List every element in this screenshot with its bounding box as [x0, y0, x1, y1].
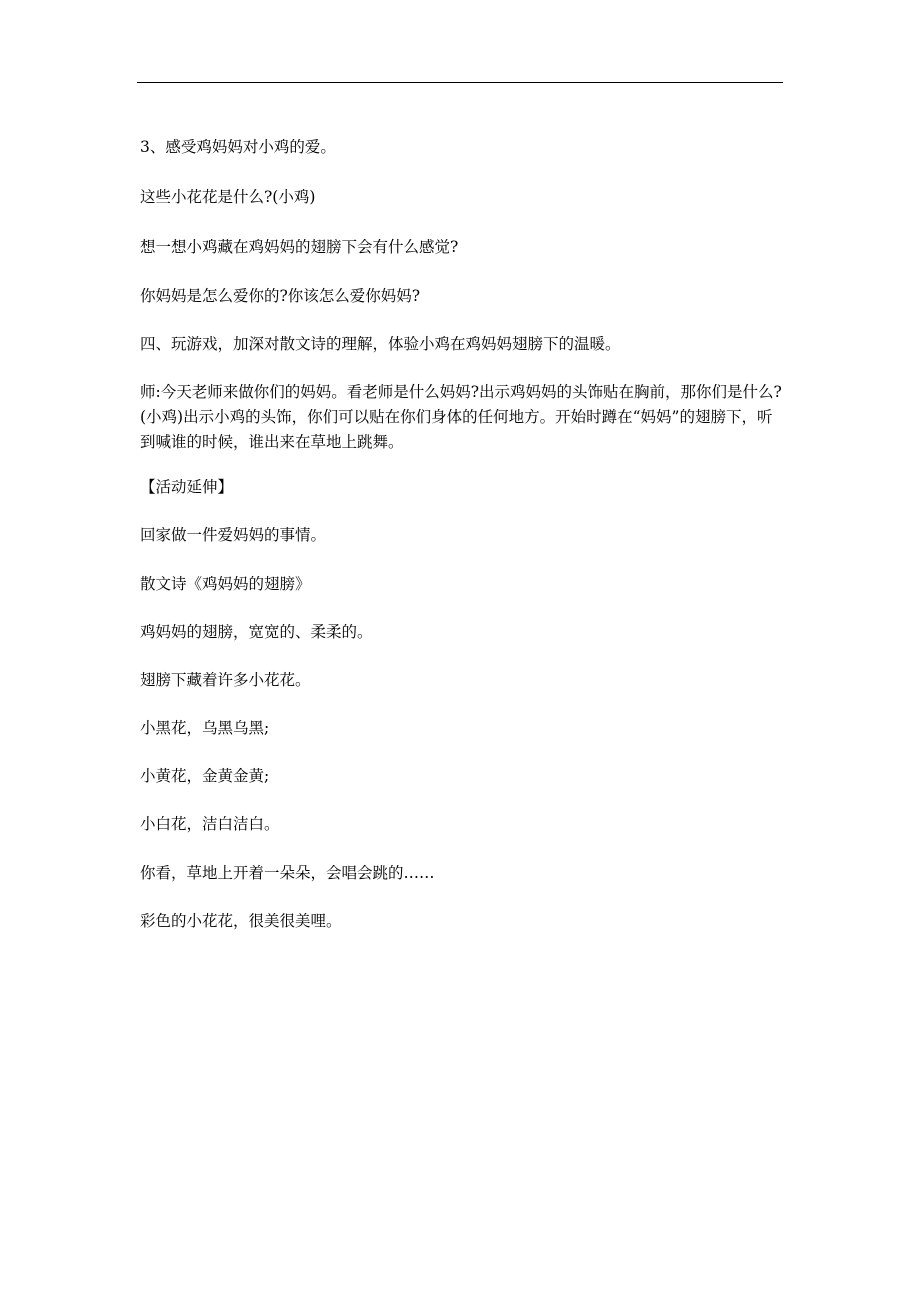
paragraph-question-feeling: 想一想小鸡藏在鸡妈妈的翅膀下会有什么感觉? — [140, 238, 459, 256]
poem-line-1: 鸡妈妈的翅膀，宽宽的、柔柔的。 — [140, 623, 373, 641]
poem-line-3: 小黑花，乌黑乌黑; — [140, 719, 270, 737]
paragraph-section-4-heading: 四、玩游戏，加深对散文诗的理解，体验小鸡在鸡妈妈翅膀下的温暖。 — [140, 335, 621, 353]
paragraph-homework: 回家做一件爱妈妈的事情。 — [140, 526, 327, 544]
paragraph-teacher-instructions: 师:今天老师来做你们的妈妈。看老师是什么妈妈?出示鸡妈妈的头饰贴在胸前，那你们是什么?(小鸡)出示小鸡的头饰，你们可以贴在你们身体的任何地方。开始时蹲在“妈妈”的翅膀下，听到喊谁的时候，谁出来在草地上跳舞。 — [140, 383, 782, 451]
poem-line-4: 小黄花，金黄金黄; — [140, 767, 270, 785]
poem-line-7: 彩色的小花花，很美很美哩。 — [140, 912, 342, 930]
poem-line-5: 小白花，洁白洁白。 — [140, 815, 280, 833]
paragraph-activity-extension-heading: 【活动延伸】 — [140, 478, 234, 496]
poem-title: 散文诗《鸡妈妈的翅膀》 — [140, 575, 311, 593]
paragraph-question-flowers: 这些小花花是什么?(小鸡) — [140, 188, 316, 206]
paragraph-question-love: 你妈妈是怎么爱你的?你该怎么爱你妈妈? — [140, 287, 421, 305]
header-rule — [137, 82, 783, 83]
poem-line-2: 翅膀下藏着许多小花花。 — [140, 671, 311, 689]
paragraph-step-3: 3、感受鸡妈妈对小鸡的爱。 — [140, 138, 336, 156]
poem-line-6: 你看，草地上开着一朵朵，会唱会跳的…… — [140, 864, 435, 882]
